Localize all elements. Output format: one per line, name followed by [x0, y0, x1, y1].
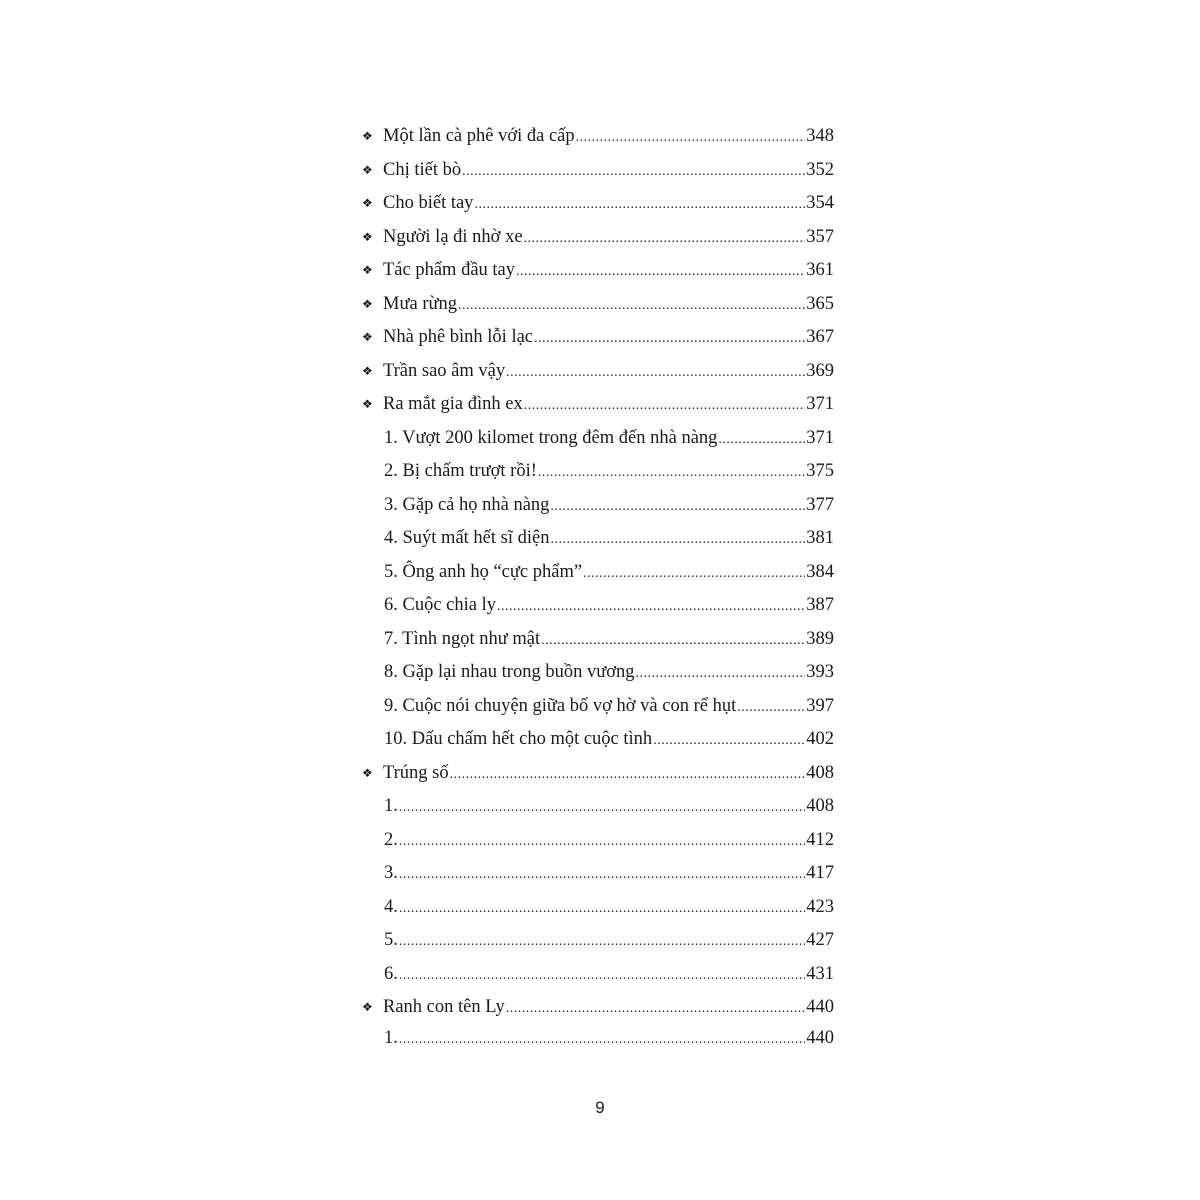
toc-subentry [362, 662, 834, 696]
toc-entry-page: 381 [806, 528, 834, 548]
bullet-icon: ❖ [362, 162, 373, 177]
toc-entry-page: 402 [806, 729, 834, 749]
toc-subentry [362, 428, 834, 462]
leader-dots [538, 465, 805, 481]
toc-entry-title: Cho biết tay [383, 193, 474, 213]
bullet-icon: ❖ [362, 196, 373, 210]
toc-entry-page: 371 [806, 394, 834, 414]
toc-entry [362, 260, 834, 294]
bullet-icon: ❖ [362, 765, 373, 780]
toc-entry-title: 1. Vượt 200 kilomet trong đêm đến nhà nàng [384, 427, 718, 448]
toc-entry-page: 354 [806, 193, 834, 213]
toc-entry-title: Chị tiết bò [383, 159, 462, 180]
toc-entry-title: 5. Ông anh họ “cực phẩm” [384, 561, 583, 582]
toc-entry-title: Người lạ đi nhờ xe [383, 226, 523, 247]
bullet-icon: ❖ [362, 263, 373, 277]
toc-entry-page: 423 [806, 896, 834, 917]
leader-dots [524, 231, 806, 247]
toc-entry-title: 5. [384, 930, 398, 950]
toc-entry-title: 3. [384, 863, 398, 883]
toc-entry-title: Một lần cà phê với đa cấp [383, 126, 575, 146]
toc-entry-title: Ranh con tên Ly [383, 997, 505, 1017]
leader-dots [450, 767, 806, 783]
leader-dots [576, 130, 806, 146]
toc-subentry [362, 461, 834, 495]
leader-dots [534, 331, 805, 347]
toc-entry-page: 371 [806, 427, 834, 448]
toc-entry [362, 227, 834, 261]
toc-subentry [362, 897, 834, 931]
toc-subentry [362, 796, 834, 830]
toc-entry-page: 348 [806, 126, 834, 146]
toc-subentry [362, 930, 834, 964]
leader-dots [474, 197, 805, 213]
toc-entry-title: 1. [384, 1028, 398, 1048]
toc-entry-title: 2. [384, 829, 398, 850]
page-number: 9 [595, 1098, 605, 1117]
toc-entry-page: 389 [806, 628, 834, 649]
toc-subentry [362, 729, 834, 763]
toc-entry-page: 440 [806, 997, 834, 1017]
leader-dots [653, 733, 805, 749]
toc-entry [362, 126, 834, 160]
toc-entry-page: 361 [806, 260, 834, 280]
toc-entry-title: 1. [384, 796, 398, 816]
toc-entry-page: 369 [806, 360, 834, 381]
bullet-icon: ❖ [362, 1000, 373, 1014]
toc-entry-page: 387 [806, 595, 834, 615]
toc-subentry [362, 528, 834, 562]
leader-dots [583, 566, 805, 582]
toc-entry [362, 294, 834, 328]
leader-dots [399, 901, 805, 917]
toc-entry [362, 997, 834, 1028]
leader-dots [737, 700, 805, 716]
toc-subentry [362, 629, 834, 663]
leader-dots [550, 532, 805, 548]
toc-subentry [362, 595, 834, 629]
toc-entry-title: 10. Dấu chấm hết cho một cuộc tình [384, 729, 653, 749]
leader-dots [462, 164, 805, 180]
toc-entry-page: 375 [806, 461, 834, 481]
toc-entry-title: 6. [384, 963, 398, 984]
toc-entry-page: 377 [806, 494, 834, 515]
leader-dots [550, 499, 805, 515]
leader-dots [524, 398, 806, 414]
toc-entry-title: Trần sao âm vậy [383, 360, 506, 381]
toc-subentry [362, 964, 834, 998]
bullet-icon: ❖ [362, 129, 373, 143]
toc-entry-title: 9. Cuộc nói chuyện giữa bố vợ hờ và con rể hụt [384, 695, 737, 716]
toc-subentry [362, 1028, 834, 1062]
leader-dots [636, 666, 806, 682]
toc-subentry [362, 495, 834, 529]
toc-entry-title: 4. Suýt mất hết sĩ diện [384, 528, 550, 548]
leader-dots [399, 968, 805, 984]
toc-entry-title: Ra mắt gia đình ex [383, 394, 523, 414]
bullet-icon: ❖ [362, 296, 373, 311]
bullet-icon: ❖ [362, 330, 373, 344]
toc-subentry [362, 696, 834, 730]
toc-entry [362, 327, 834, 361]
toc-entry [362, 160, 834, 194]
toc-entry-page: 352 [806, 159, 834, 180]
toc-entry-title: 8. Gặp lại nhau trong buồn vương [384, 662, 635, 682]
leader-dots [506, 365, 805, 381]
toc-entry-page: 365 [806, 293, 834, 314]
toc-entry-page: 408 [806, 796, 834, 816]
toc-entry-title: 7. Tình ngọt như mật [384, 628, 541, 649]
toc-entry-title: Mưa rừng [383, 293, 457, 314]
toc-entry-title: 6. Cuộc chia ly [384, 595, 497, 615]
toc-entry-title: Nhà phê bình lỗi lạc [383, 327, 534, 347]
leader-dots [718, 432, 805, 448]
bullet-icon: ❖ [362, 229, 373, 244]
toc-entry-page: 367 [806, 327, 834, 347]
table-of-contents [362, 126, 834, 1062]
leader-dots [399, 867, 805, 883]
toc-entry [362, 763, 834, 797]
leader-dots [399, 1032, 805, 1048]
toc-entry-title: Trúng số [383, 762, 449, 783]
toc-entry-page: 427 [806, 930, 834, 950]
toc-subentry [362, 830, 834, 864]
toc-entry [362, 193, 834, 227]
leader-dots [541, 633, 805, 649]
leader-dots [516, 264, 805, 280]
toc-entry-page: 397 [806, 695, 834, 716]
toc-entry-page: 412 [806, 829, 834, 850]
toc-entry-title: 3. Gặp cả họ nhà nàng [384, 494, 550, 515]
toc-entry-title: 4. [384, 896, 398, 917]
toc-subentry [362, 863, 834, 897]
toc-entry [362, 394, 834, 428]
leader-dots [399, 934, 805, 950]
toc-entry-page: 440 [806, 1028, 834, 1048]
toc-entry-page: 431 [806, 963, 834, 984]
leader-dots [399, 834, 805, 850]
toc-entry-page: 408 [806, 762, 834, 783]
leader-dots [399, 800, 805, 816]
toc-entry-page: 357 [806, 226, 834, 247]
toc-entry-title: 2. Bị chấm trượt rồi! [384, 461, 537, 481]
bullet-icon: ❖ [362, 363, 373, 378]
leader-dots [497, 599, 805, 615]
toc-entry [362, 361, 834, 395]
bullet-icon: ❖ [362, 397, 373, 411]
toc-entry-page: 393 [806, 662, 834, 682]
leader-dots [506, 1001, 805, 1017]
leader-dots [458, 298, 805, 314]
toc-entry-title: Tác phẩm đầu tay [383, 260, 516, 280]
toc-entry-page: 384 [806, 561, 834, 582]
toc-entry-page: 417 [806, 863, 834, 883]
toc-subentry [362, 562, 834, 596]
